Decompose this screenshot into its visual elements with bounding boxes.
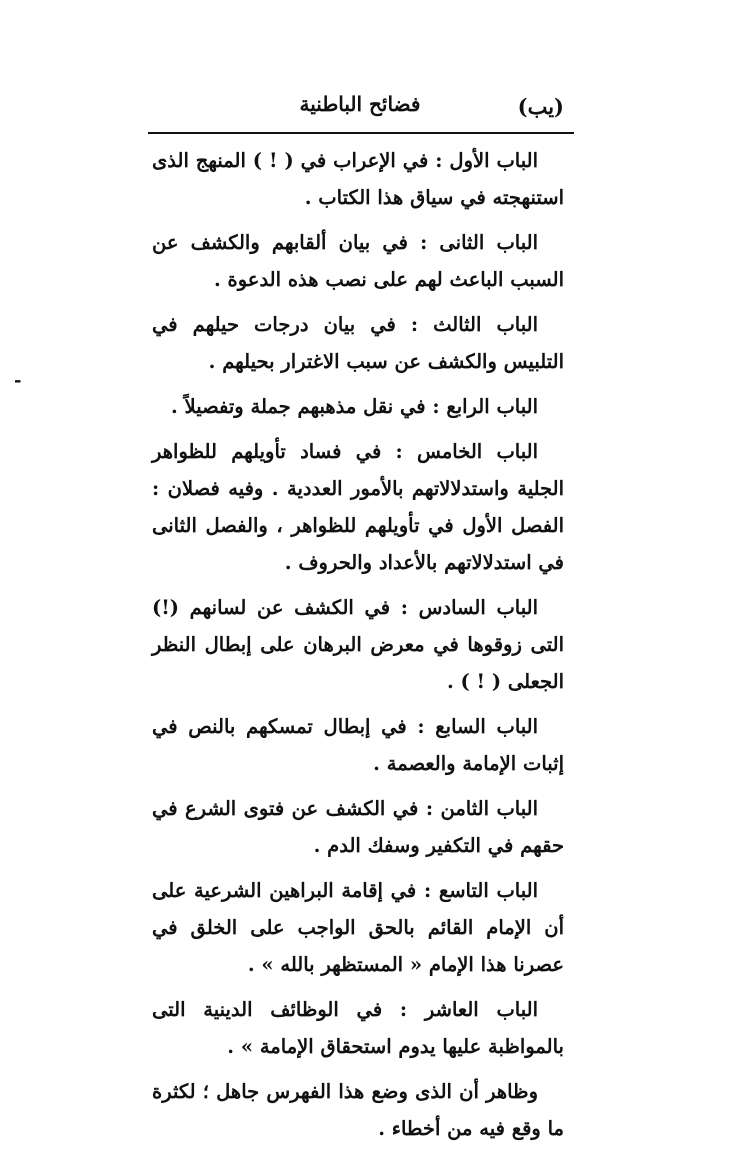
chapter-4: الباب الرابع : في نقل مذهبهم جملة وتفصيلاً . <box>170 395 538 418</box>
running-title: فضائح الباطنية <box>299 92 421 116</box>
header-rule <box>148 132 574 134</box>
chapter-3: الباب الثالث : في بيان درجات حيلهم في التلبيس والكشف عن سبب الاغترار بحيلهم . <box>152 313 564 373</box>
chapter-2: الباب الثانى : في بيان ألقابهم والكشف عن السبب الباعث لهم على نصب هذه الدعوة . <box>152 231 564 291</box>
chapter-7: الباب السابع : في إبطال تمسكهم بالنص في إثبات الإمامة والعصمة . <box>152 715 564 775</box>
chapter-list <box>152 142 564 1155</box>
chapter-10: الباب العاشر : في الوظائف الدينية التى بالمواظبة عليها يدوم استحقاق الإمامة » . <box>152 998 564 1058</box>
margin-mark: - <box>14 370 22 391</box>
chapter-5: الباب الخامس : في فساد تأويلهم للظواهر الجلية واستدلالاتهم بالأمور العددية . وفيه فصلان : الفصل الأول في تأويلهم للظواهر ، والفصل الثانى في استدلالاتهم بالأعداد والحروف . <box>152 440 564 574</box>
chapter-1: الباب الأول : في الإعراب في ( ! ) المنهج الذى استنهجته في سياق هذا الكتاب . <box>152 149 564 209</box>
chapter-9: الباب التاسع : في إقامة البراهين الشرعية على أن الإمام القائم بالحق الواجب على الخلق في عصرنا هذا الإمام « المستظهر بالله » . <box>152 879 564 976</box>
closing-note: وظاهر أن الذى وضع هذا الفهرس جاهل ؛ لكثرة ما وقع فيه من أخطاء . <box>152 1080 564 1140</box>
chapter-8: الباب الثامن : في الكشف عن فتوى الشرع في حقهم في التكفير وسفك الدم . <box>152 797 564 857</box>
page-header <box>150 92 570 126</box>
chapter-6: الباب السادس : في الكشف عن لسانهم (!) التى زوقوها في معرض البرهان على إبطال النظر الجعلى ( ! ) . <box>152 596 564 693</box>
page-number: (يب) <box>517 94 564 119</box>
